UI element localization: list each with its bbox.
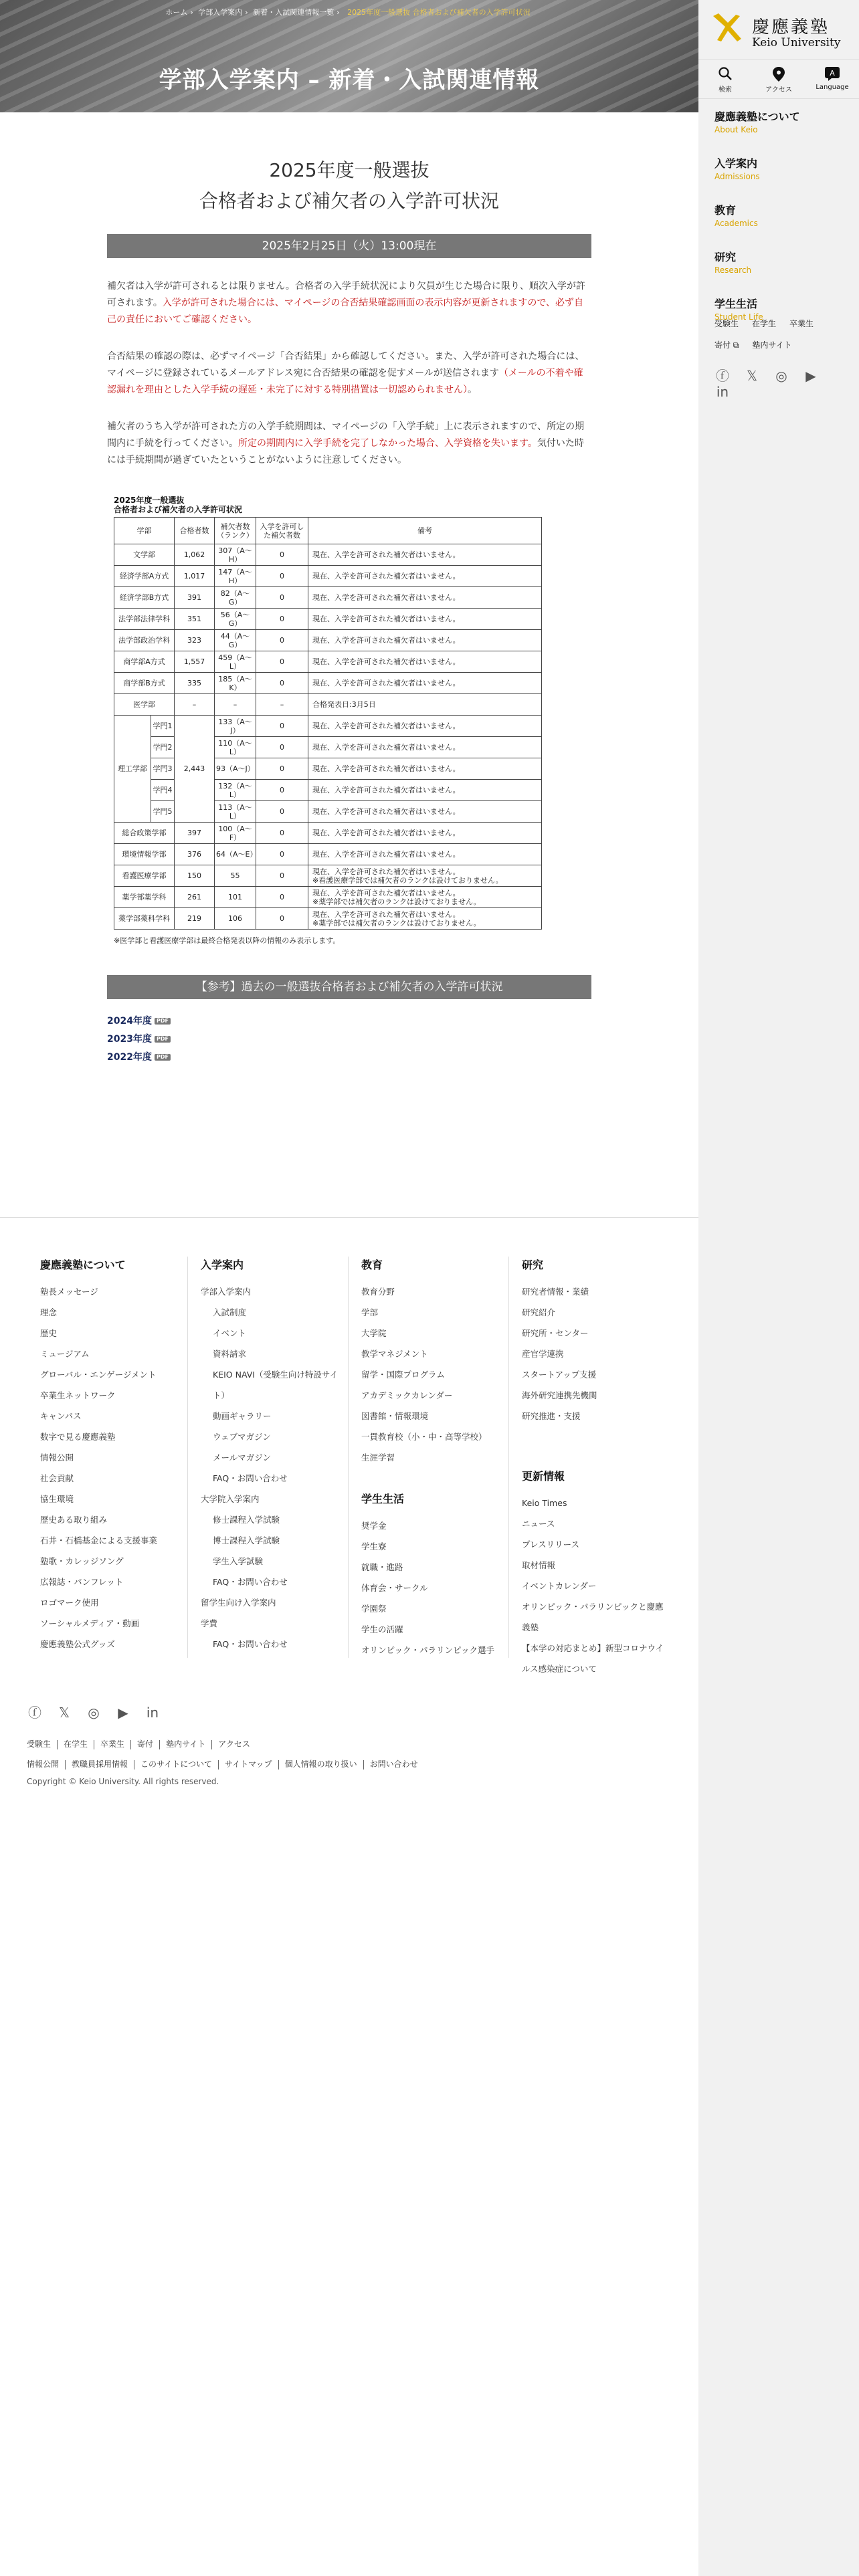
cell-passed: 323 bbox=[175, 630, 215, 651]
footer-link[interactable]: 塾長メッセージ bbox=[40, 1287, 98, 1297]
cell-waitlist: 55 bbox=[215, 865, 256, 887]
footer-link[interactable]: 博士課程入学試験 bbox=[213, 1535, 280, 1545]
table-row bbox=[114, 887, 542, 908]
table-row bbox=[114, 651, 542, 673]
footer-link[interactable]: 取材情報 bbox=[522, 1560, 556, 1570]
cell-faculty: 経済学部B方式 bbox=[114, 587, 175, 609]
footer-link[interactable]: FAQ・お問い合わせ bbox=[213, 1473, 288, 1483]
cell-waitlist: 44（A〜G） bbox=[215, 630, 256, 651]
table-row bbox=[114, 694, 542, 716]
logo-pen-mark-icon bbox=[710, 12, 743, 44]
breadcrumb-home[interactable]: ホーム bbox=[165, 8, 188, 17]
cell-admitted: 0 bbox=[256, 908, 308, 930]
footer-link[interactable]: 留学生向け入学案内 bbox=[201, 1598, 276, 1608]
instagram-icon[interactable]: ◎ bbox=[88, 1705, 100, 1721]
reference-band: 【参考】過去の一般選抜合格者および補欠者の入学許可状況 bbox=[107, 975, 591, 999]
table-row bbox=[114, 865, 542, 887]
footer-col-academics bbox=[361, 1257, 508, 1660]
cell-passed: 2,443 bbox=[175, 716, 215, 823]
instagram-icon[interactable]: ◎ bbox=[775, 368, 787, 384]
cell-note: 現在、入学を許可された補欠者はいません。 bbox=[308, 716, 542, 737]
year-link-2022[interactable]: 2022年度 PDF bbox=[107, 1049, 591, 1067]
th-faculty: 学部 bbox=[114, 518, 175, 544]
footer-link[interactable]: イベント bbox=[213, 1328, 247, 1338]
side-link-students[interactable]: 在学生 bbox=[752, 319, 777, 328]
linkedin-icon[interactable]: in bbox=[146, 1705, 159, 1721]
footer-link[interactable]: 歴史 bbox=[40, 1328, 58, 1338]
table-caption-1: 2025年度一般選抜 bbox=[114, 496, 185, 505]
footer-link[interactable]: 修士課程入学試験 bbox=[213, 1515, 280, 1525]
footer-bottom-link[interactable]: 在学生 bbox=[64, 1739, 88, 1749]
article bbox=[107, 155, 591, 1067]
footer-link[interactable]: 就職・進路 bbox=[361, 1562, 403, 1572]
footer-col-title: 更新情報 bbox=[522, 1470, 565, 1483]
footer-link[interactable]: ニュース bbox=[522, 1519, 555, 1529]
cell-note: 現在、入学を許可された補欠者はいません。 ※看護医療学部では補欠者のランクは設けておりません。 bbox=[308, 865, 542, 887]
footer-link[interactable]: グローバル・エンゲージメント bbox=[40, 1370, 157, 1380]
cell-faculty: 商学部B方式 bbox=[114, 673, 175, 694]
breadcrumb-news[interactable]: 新着・入試関連情報一覧 bbox=[253, 8, 335, 17]
footer-bottom-link[interactable]: 受験生 bbox=[27, 1739, 52, 1749]
footer-link[interactable]: 体育会・サークル bbox=[361, 1583, 428, 1593]
table-row bbox=[114, 566, 542, 587]
cell-note: 現在、入学を許可された補欠者はいません。 ※薬学部では補欠者のランクは設けておりません。 bbox=[308, 887, 542, 908]
cell-group: 学門2 bbox=[151, 737, 175, 758]
footer-link[interactable]: プレスリリース bbox=[522, 1539, 580, 1549]
cell-admitted: 0 bbox=[256, 716, 308, 737]
cell-faculty: 法学部政治学科 bbox=[114, 630, 175, 651]
cell-admitted: 0 bbox=[256, 887, 308, 908]
footer-link[interactable]: 図書館・情報環境 bbox=[361, 1411, 429, 1421]
cell-waitlist: 93（A〜J） bbox=[215, 758, 256, 780]
footer-link[interactable]: アカデミックカレンダー bbox=[361, 1390, 453, 1400]
footer-link[interactable]: 社会貢献 bbox=[40, 1473, 74, 1483]
footer-bottom-link[interactable]: 卒業生 bbox=[100, 1739, 125, 1749]
footer-link[interactable]: 【本学の対応まとめ】新型コロナウイルス感染症について bbox=[522, 1643, 664, 1674]
cell-note: 現在、入学を許可された補欠者はいません。 bbox=[308, 780, 542, 801]
side-link-applicants[interactable]: 受験生 bbox=[714, 319, 739, 328]
cell-passed: 1,017 bbox=[175, 566, 215, 587]
cell-admitted: 0 bbox=[256, 758, 308, 780]
cell-waitlist: 56（A〜G） bbox=[215, 609, 256, 630]
footer-link[interactable]: KEIO NAVI（受験生向け特設サイト） bbox=[213, 1370, 339, 1400]
footer-link[interactable]: ソーシャルメディア・動画 bbox=[40, 1618, 140, 1628]
footer-link[interactable]: 教学マネジメント bbox=[361, 1349, 428, 1359]
cell-note: 現在、入学を許可された補欠者はいません。 bbox=[308, 587, 542, 609]
page-title-line1: 2025年度一般選抜 bbox=[269, 159, 430, 181]
past-years-list bbox=[107, 1012, 591, 1067]
cell-faculty: 商学部A方式 bbox=[114, 651, 175, 673]
cell-passed: 397 bbox=[175, 823, 215, 844]
footer-link[interactable]: 入試制度 bbox=[213, 1307, 247, 1317]
footer-link[interactable]: イベントカレンダー bbox=[522, 1581, 597, 1591]
footer-link[interactable]: 教育分野 bbox=[361, 1287, 395, 1297]
cell-passed: 335 bbox=[175, 673, 215, 694]
footer-link[interactable]: オリンピック・パラリンピックと慶應義塾 bbox=[522, 1602, 664, 1632]
cell-note: 現在、入学を許可された補欠者はいません。 bbox=[308, 673, 542, 694]
cell-admitted: 0 bbox=[256, 630, 308, 651]
cell-waitlist: 82（A〜G） bbox=[215, 587, 256, 609]
cell-group: 学門4 bbox=[151, 780, 175, 801]
side-tools bbox=[698, 59, 859, 99]
cell-admitted: 0 bbox=[256, 737, 308, 758]
cell-passed: 150 bbox=[175, 865, 215, 887]
footer-link[interactable]: ミュージアム bbox=[40, 1349, 90, 1359]
footer-link[interactable]: 学部入学案内 bbox=[201, 1287, 252, 1297]
cell-note: 現在、入学を許可された補欠者はいません。 bbox=[308, 544, 542, 566]
cell-admitted: 0 bbox=[256, 587, 308, 609]
footer-link[interactable]: 研究推進・支援 bbox=[522, 1411, 581, 1421]
cell-note: 現在、入学を許可された補欠者はいません。 bbox=[308, 609, 542, 630]
year-link-2023[interactable]: 2023年度 PDF bbox=[107, 1031, 591, 1049]
footer-col-about bbox=[40, 1257, 187, 1654]
table-row bbox=[114, 844, 542, 865]
breadcrumb: ホーム › 学部入学案内 › 新着・入試関連情報一覧 › 2025年度一般選抜 合格者および補欠者の入学許可状況 bbox=[165, 8, 531, 17]
sidebar bbox=[698, 0, 859, 2576]
cell-admitted: 0 bbox=[256, 609, 308, 630]
cell-waitlist: 459（A〜L） bbox=[215, 651, 256, 673]
cell-waitlist: 132（A〜L） bbox=[215, 780, 256, 801]
table-row bbox=[114, 630, 542, 651]
footer-link[interactable]: 生涯学習 bbox=[361, 1453, 395, 1463]
footer-link[interactable]: 学部 bbox=[361, 1307, 379, 1317]
table-caption-2: 合格者および補欠者の入学許可状況 bbox=[114, 505, 243, 514]
footer-link[interactable]: 研究紹介 bbox=[522, 1307, 556, 1317]
th-note: 備考 bbox=[308, 518, 542, 544]
access-button[interactable]: アクセス bbox=[752, 60, 805, 100]
footer-link[interactable]: 学生の活躍 bbox=[361, 1624, 403, 1634]
page-title bbox=[107, 155, 591, 217]
page-title-line2: 合格者および補欠者の入学許可状況 bbox=[199, 190, 499, 212]
footer-link[interactable]: FAQ・お問い合わせ bbox=[213, 1639, 288, 1649]
footer-link[interactable]: 塾歌・カレッジソング bbox=[40, 1556, 124, 1566]
cell-admitted: 0 bbox=[256, 544, 308, 566]
pdf-icon: PDF bbox=[155, 1054, 171, 1061]
footer-bottom-link[interactable]: 教職員採用情報 bbox=[72, 1759, 128, 1769]
table-footnote: ※医学部と看護医療学部は最終合格発表以降の情報のみ表示します。 bbox=[114, 936, 341, 945]
footer-link[interactable]: キャンパス bbox=[40, 1411, 82, 1421]
linkedin-icon[interactable]: in bbox=[716, 384, 729, 400]
footer-link[interactable]: 動画ギャラリー bbox=[213, 1411, 272, 1421]
footer-link[interactable]: メールマガジン bbox=[213, 1453, 271, 1463]
footer-link[interactable]: FAQ・お問い合わせ bbox=[213, 1577, 288, 1587]
table-row bbox=[114, 609, 542, 630]
footer-link[interactable]: 留学・国際プログラム bbox=[361, 1370, 445, 1380]
cell-admitted: 0 bbox=[256, 801, 308, 823]
footer-link[interactable]: 卒業生ネットワーク bbox=[40, 1390, 116, 1400]
year-link-2024[interactable]: 2024年度 PDF bbox=[107, 1012, 591, 1031]
table-row bbox=[114, 823, 542, 844]
side-link-alumni[interactable]: 卒業生 bbox=[789, 319, 814, 328]
footer-links bbox=[27, 1734, 495, 1774]
footer-bottom-link[interactable]: 塾内サイト bbox=[166, 1739, 206, 1749]
cell-faculty: 経済学部A方式 bbox=[114, 566, 175, 587]
cell-passed: 219 bbox=[175, 908, 215, 930]
cell-waitlist: 113（A〜L） bbox=[215, 801, 256, 823]
cell-note: 現在、入学を許可された補欠者はいません。 bbox=[308, 823, 542, 844]
cell-waitlist: 110（A〜L） bbox=[215, 737, 256, 758]
cell-passed: 351 bbox=[175, 609, 215, 630]
footer-link[interactable]: 一貫教育校（小・中・高等学校） bbox=[361, 1432, 487, 1442]
footer-link[interactable]: 学園祭 bbox=[361, 1604, 387, 1614]
footer-link[interactable]: 学費 bbox=[201, 1618, 218, 1628]
cell-admitted: 0 bbox=[256, 673, 308, 694]
footer-bottom-link[interactable]: アクセス bbox=[218, 1739, 250, 1749]
pdf-icon: PDF bbox=[155, 1018, 171, 1025]
footer-col-title: 学生生活 bbox=[361, 1493, 405, 1505]
footer-link[interactable]: 歴史ある取り組み bbox=[40, 1515, 108, 1525]
footer-link[interactable]: 学生入学試験 bbox=[213, 1556, 264, 1566]
youtube-icon[interactable]: ▶ bbox=[805, 368, 816, 384]
cell-note: 現在、入学を許可された補欠者はいません。 bbox=[308, 651, 542, 673]
footer-link[interactable]: ロゴマーク使用 bbox=[40, 1598, 99, 1608]
footer-link[interactable]: Keio Times bbox=[522, 1498, 567, 1508]
footer-link[interactable]: 資料請求 bbox=[213, 1349, 247, 1359]
table-row bbox=[114, 673, 542, 694]
footer-bottom-link[interactable]: サイトマップ bbox=[224, 1759, 272, 1769]
footer-link[interactable]: 奨学金 bbox=[361, 1521, 387, 1531]
cell-passed: 1,557 bbox=[175, 651, 215, 673]
footer-col-research bbox=[522, 1257, 669, 1679]
side-link-donation[interactable]: 寄付 ⧉ bbox=[714, 340, 739, 350]
side-nav-item[interactable]: 教育 Academics bbox=[714, 204, 758, 228]
table-row bbox=[114, 716, 542, 737]
footer-link[interactable]: 理念 bbox=[40, 1307, 58, 1317]
cell-faculty: 医学部 bbox=[114, 694, 175, 716]
cell-faculty: 薬学部薬学科 bbox=[114, 887, 175, 908]
cell-note: 現在、入学を許可された補欠者はいません。 bbox=[308, 844, 542, 865]
side-nav bbox=[714, 110, 846, 344]
svg-text:A: A bbox=[830, 69, 835, 78]
pdf-icon: PDF bbox=[155, 1036, 171, 1043]
cell-admitted: 0 bbox=[256, 780, 308, 801]
footer-link[interactable]: 情報公開 bbox=[40, 1453, 74, 1463]
footer-link[interactable]: 学生寮 bbox=[361, 1541, 387, 1551]
cell-waitlist: 185（A〜K） bbox=[215, 673, 256, 694]
cell-waitlist: – bbox=[215, 694, 256, 716]
results-table-image bbox=[114, 496, 585, 946]
cell-admitted: 0 bbox=[256, 823, 308, 844]
cell-faculty: 文学部 bbox=[114, 544, 175, 566]
cell-waitlist: 101 bbox=[215, 887, 256, 908]
cell-admitted: 0 bbox=[256, 566, 308, 587]
cell-passed: 261 bbox=[175, 887, 215, 908]
location-icon bbox=[771, 66, 787, 82]
cell-faculty: 環境情報学部 bbox=[114, 844, 175, 865]
hero-title: 学部入学案内 – 新着・入試関連情報 bbox=[159, 67, 540, 94]
footer-link[interactable]: 研究所・センター bbox=[522, 1328, 589, 1338]
footer-link[interactable]: 大学院 bbox=[361, 1328, 387, 1338]
table-row bbox=[114, 908, 542, 930]
cell-group: 学門3 bbox=[151, 758, 175, 780]
footer-link[interactable]: オリンピック・パラリンピック選手 bbox=[361, 1645, 495, 1655]
youtube-icon[interactable]: ▶ bbox=[118, 1705, 128, 1721]
footer-col-admissions bbox=[201, 1257, 348, 1654]
notice-paragraph-1: 補欠者は入学が許可されるとは限りません。合格者の入学手続状況により欠員が生じた場合に限り、順次入学が許可されます。入学が許可された場合には、マイページの合否結果確認画面の表示内容が更新されますので、必ず自己の責任においてご確認ください。 bbox=[107, 281, 585, 325]
footer-link[interactable]: 大学院入学案内 bbox=[201, 1494, 260, 1504]
footer-link[interactable]: 石井・石橋基金による支援事業 bbox=[40, 1535, 158, 1545]
cell-passed: 1,062 bbox=[175, 544, 215, 566]
facebook-icon[interactable]: ⓕ bbox=[28, 1705, 41, 1721]
cell-waitlist: 100（A〜F） bbox=[215, 823, 256, 844]
breadcrumb-current: 2025年度一般選抜 合格者および補欠者の入学許可状況 bbox=[347, 8, 531, 17]
cell-group: 学門5 bbox=[151, 801, 175, 823]
footer-bottom-link[interactable]: 情報公開 bbox=[27, 1759, 60, 1769]
notice-paragraph-3: 補欠者のうち入学が許可された方の入学手続期間は、マイページの「入学手続」上に表示されますので、所定の期間内に手続を行ってください。所定の期間内に入学手続を完了しなかった場合、入学資格を失います。気付いた時には手続期間が過ぎていたということがないように注意してください。 bbox=[107, 421, 585, 465]
cell-faculty: 総合政策学部 bbox=[114, 823, 175, 844]
footer-col-title: 教育 bbox=[361, 1259, 383, 1271]
cell-waitlist: 106 bbox=[215, 908, 256, 930]
footer-col-title: 入学案内 bbox=[201, 1259, 244, 1271]
cell-admitted: 0 bbox=[256, 865, 308, 887]
cell-note: 現在、入学を許可された補欠者はいません。 bbox=[308, 737, 542, 758]
cell-note: 現在、入学を許可された補欠者はいません。 bbox=[308, 630, 542, 651]
footer-link[interactable]: 研究者情報・業績 bbox=[522, 1287, 589, 1297]
x-icon[interactable]: 𝕏 bbox=[58, 1705, 70, 1721]
cell-faculty: 法学部法律学科 bbox=[114, 609, 175, 630]
cell-passed: 391 bbox=[175, 587, 215, 609]
logo-text-en: Keio University bbox=[752, 36, 841, 49]
results-table bbox=[114, 517, 542, 930]
footer-col-title: 慶應義塾について bbox=[40, 1259, 126, 1271]
cell-admitted: – bbox=[256, 694, 308, 716]
th-passed: 合格者数 bbox=[175, 518, 215, 544]
cell-waitlist: 64（A〜E） bbox=[215, 844, 256, 865]
cell-passed: – bbox=[175, 694, 215, 716]
cell-faculty: 薬学部薬科学科 bbox=[114, 908, 175, 930]
side-nav-item[interactable]: 慶應義塾について About Keio bbox=[714, 110, 800, 134]
footer-bottom-link[interactable]: このサイトについて bbox=[140, 1759, 212, 1769]
cell-admitted: 0 bbox=[256, 651, 308, 673]
external-link-icon: ⧉ bbox=[733, 340, 739, 350]
footer-link[interactable]: 協生環境 bbox=[40, 1494, 74, 1504]
cell-group: 学門1 bbox=[151, 716, 175, 737]
cell-waitlist: 133（A〜J） bbox=[215, 716, 256, 737]
hero-banner bbox=[0, 0, 698, 112]
side-nav-item[interactable]: 入学案内 Admissions bbox=[714, 157, 760, 181]
footer-link[interactable]: 数字で見る慶應義塾 bbox=[40, 1432, 116, 1442]
search-button[interactable]: 検索 bbox=[698, 60, 752, 100]
footer-bottom-link[interactable]: お問い合わせ bbox=[369, 1759, 418, 1769]
cell-admitted: 0 bbox=[256, 844, 308, 865]
th-admitted: 入学を許可した補欠者数 bbox=[256, 518, 308, 544]
cell-note: 現在、入学を許可された補欠者はいません。 bbox=[308, 566, 542, 587]
cell-faculty: 看護医療学部 bbox=[114, 865, 175, 887]
footer bbox=[0, 1217, 698, 1786]
table-row bbox=[114, 587, 542, 609]
cell-note: 合格発表日:3月5日 bbox=[308, 694, 542, 716]
table-row bbox=[114, 544, 542, 566]
footer-link[interactable]: 産官学連携 bbox=[522, 1349, 564, 1359]
search-icon bbox=[717, 66, 733, 82]
side-nav-item[interactable]: 学生生活 Student Life bbox=[714, 298, 763, 322]
th-waitlist: 補欠者数（ランク） bbox=[215, 518, 256, 544]
logo-text-jp: 慶應義塾 bbox=[752, 17, 830, 37]
cell-note: 現在、入学を許可された補欠者はいません。 bbox=[308, 758, 542, 780]
footer-link[interactable]: ウェブマガジン bbox=[213, 1432, 271, 1442]
keio-logo[interactable] bbox=[710, 9, 851, 56]
footer-bottom-link[interactable]: 個人情報の取り扱い bbox=[284, 1759, 357, 1769]
language-button[interactable]: A Language bbox=[805, 60, 859, 100]
side-social bbox=[714, 368, 859, 400]
copyright: Copyright © Keio University. All rights reserved. bbox=[27, 1777, 219, 1786]
footer-bottom-link[interactable]: 寄付 bbox=[137, 1739, 154, 1749]
cell-note: 現在、入学を許可された補欠者はいません。 bbox=[308, 801, 542, 823]
cell-waitlist: 147（A〜H） bbox=[215, 566, 256, 587]
footer-link[interactable]: スタートアップ支援 bbox=[522, 1370, 597, 1380]
footer-col-title: 研究 bbox=[522, 1259, 544, 1271]
cell-note: 現在、入学を許可された補欠者はいません。 ※薬学部では補欠者のランクは設けておりません。 bbox=[308, 908, 542, 930]
footer-link[interactable]: 海外研究連携先機関 bbox=[522, 1390, 597, 1400]
x-icon[interactable]: 𝕏 bbox=[746, 368, 758, 384]
notice-paragraph-2: 合否結果の確認の際は、必ずマイページ「合否結果」から確認してください。また、入学が許可された場合には、マイページに登録されているメールアドレス宛に合否結果の確認を促すメールが送信されます（メールの不着や確認漏れを理由とした入学手続の遅延・未完了に対する特別措置は一切認められません）。 bbox=[107, 351, 585, 395]
cell-faculty: 理工学部 bbox=[114, 716, 151, 823]
side-link-internal[interactable]: 塾内サイト bbox=[752, 340, 792, 350]
cell-passed: 376 bbox=[175, 844, 215, 865]
footer-social bbox=[27, 1705, 174, 1721]
facebook-icon[interactable]: ⓕ bbox=[716, 368, 729, 384]
language-icon bbox=[824, 66, 840, 82]
footer-link[interactable]: 慶應義塾公式グッズ bbox=[40, 1639, 115, 1649]
side-nav-item[interactable]: 研究 Research bbox=[714, 251, 752, 275]
footer-link[interactable]: 広報誌・パンフレット bbox=[40, 1577, 124, 1587]
side-small-links bbox=[714, 313, 846, 356]
date-band: 2025年2月25日（火）13:00現在 bbox=[107, 234, 591, 258]
breadcrumb-admissions[interactable]: 学部入学案内 bbox=[198, 8, 243, 17]
cell-waitlist: 307（A〜H） bbox=[215, 544, 256, 566]
